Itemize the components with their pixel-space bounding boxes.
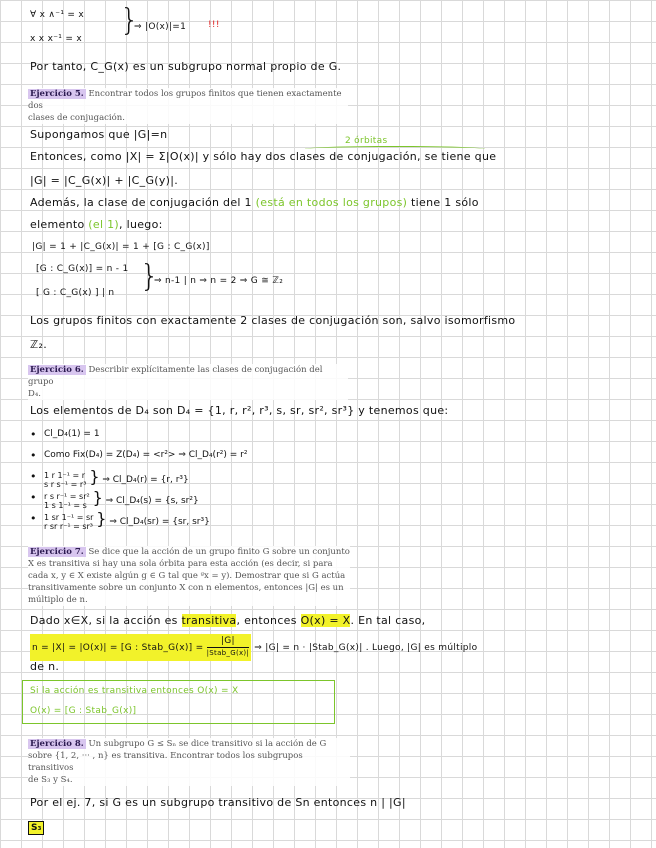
ex5-line6: |G| = 1 + |C_G(x)| = 1 + [G : C_G(x)] [32, 242, 210, 252]
ex6-b5-brace: } [96, 509, 107, 528]
ex7-line1e: . En tal caso, [350, 614, 426, 627]
ex6-bullet-3 [28, 466, 247, 487]
ex6-b3-res: ⇒ Cl_D₄(r) = {r, r³} [102, 475, 189, 485]
ex8-text-l1: Un subgrupo G ≤ Sₙ se dice transitivo si la acción de G [88, 739, 327, 749]
ex7-line2c: . Luego, |G| es múltiplo [365, 643, 478, 653]
ex5-label: Ejercicio 5. [30, 89, 84, 99]
ex7-statement [28, 546, 350, 606]
ex6-b5-bot: r sr r⁻¹ = sr³ [44, 521, 94, 531]
ex5-brace-l1: [G : C_G(x)] = n - 1 [36, 264, 129, 274]
ex5-line4 [30, 196, 479, 209]
ex7-line2a: n = |X| = |O(x)| = [G : Stab_G(x)] = [32, 643, 204, 653]
ex8-line1: Por el ej. 7, si G es un subgrupo transitivo de Sn entonces n | |G| [30, 796, 406, 809]
ex7-line3: de n. [30, 660, 60, 673]
ex6-b4-stack [44, 492, 90, 510]
ex6-b5-res: ⇒ Cl_D₄(sr) = {sr, sr³} [109, 517, 210, 527]
ex7-line1a: Dado x∈X, si la acción es [30, 614, 178, 627]
ex5-statement [28, 88, 348, 124]
ex6-bullet-5 [28, 508, 247, 529]
ex7-box-l1: Si la acción es transitiva entonces O(x) = X [30, 686, 239, 696]
ex6-b4-brace: } [92, 488, 103, 507]
ex6-b2: Como Fix(D₄) = Z(D₄) = <r²> ⇒ Cl_D₄(r²) = r² [44, 450, 248, 460]
top-brace: } [120, 3, 140, 38]
ex6-b4-bot: 1 s 1⁻¹ = s [44, 500, 87, 510]
top-mark: !!! [208, 20, 220, 30]
ex7-text-l3: cada x, y ∈ X existe algún g ∈ G tal que ᵍx = y). Demostrar que si G actúa [28, 571, 346, 581]
top-result: ⇒ |O(x)|=1 [134, 22, 187, 32]
ex5-line5b: (el 1) [88, 218, 119, 231]
ex7-line1d: O(x) = X [300, 614, 351, 627]
ex8-text-l3: de S₃ y S₄. [28, 775, 73, 785]
ex6-b3-top: 1 r 1⁻¹ = r [44, 470, 86, 480]
ex6-b1: Cl_D₄(1) = 1 [44, 429, 100, 439]
top-eq2: x x x⁻¹ = x [30, 34, 82, 44]
ex6-b5-top: 1 sr 1⁻¹ = sr [44, 512, 94, 522]
ex7-line2-highlight [30, 634, 251, 661]
ex5-annotation: 2 órbitas [345, 136, 388, 146]
ex5-line4b: (está en todos los grupos) [255, 196, 408, 209]
ex8-label: Ejercicio 8. [30, 739, 84, 749]
ex5-brace: } [140, 259, 160, 294]
top-conclusion: Por tanto, C_G(x) es un subgrupo normal propio de G. [30, 60, 342, 73]
ex7-fraction [207, 636, 249, 659]
ex5-line1: Supongamos que |G|=n [30, 128, 168, 141]
ex7-label: Ejercicio 7. [30, 547, 84, 557]
ex6-intro: Los elementos de D₄ son D₄ = {1, r, r², r³, s, sr, sr², sr³} y tenemos que: [30, 404, 449, 417]
ex6-b3-stack [44, 471, 86, 489]
ex5-line5a: elemento [30, 218, 85, 231]
ex6-b3-bot: s r s⁻¹ = r³ [44, 479, 87, 489]
ex7-line2b: ⇒ |G| = n · |Stab_G(x)| [254, 643, 363, 653]
ex7-text-l1: Se dice que la acción de un grupo finito G sobre un conjunto [88, 547, 350, 557]
ex6-b3-brace: } [89, 467, 100, 486]
ex7-line1 [30, 614, 425, 627]
ex6-bullet-2 [28, 445, 247, 466]
ex8-boxed-s3: S₃ [28, 821, 44, 835]
ex6-b4-res: ⇒ Cl_D₄(s) = {s, sr²} [105, 496, 199, 506]
ex7-text-l2: X es transitiva si hay una sola órbita para esta acción (es decir, si para [28, 559, 333, 569]
ex8-text-l2: sobre {1, 2, ··· , n} es transitiva. Encontrar todos los subgrupos transitivos [28, 751, 303, 773]
ex5-brace-l2: [ G : C_G(x) ] | n [36, 288, 115, 298]
ex6-text-l1: Describir explícitamente las clases de conjugación del grupo [28, 365, 323, 387]
ex7-line1c: , entonces [236, 614, 297, 627]
ex6-bullet-4 [28, 487, 247, 508]
ex5-conclusion-l2: ℤ₂. [30, 338, 47, 351]
ex6-bullets [28, 424, 247, 529]
ex6-label: Ejercicio 6. [30, 365, 84, 375]
ex5-line4c: tiene 1 sólo [411, 196, 479, 209]
ex6-b5-stack [44, 513, 93, 531]
ex7-text-l4: transitivamente sobre un conjunto X con n elementos, entonces |G| es un [28, 583, 344, 593]
ex5-text-l1: Encontrar todos los grupos finitos que tienen exactamente dos [28, 89, 342, 111]
ex7-line2 [30, 634, 477, 661]
ex6-text-l2: D₄. [28, 389, 41, 399]
ex7-frac-den: |Stab_G(x)| [206, 649, 250, 657]
ex5-line2: Entonces, como |X| = Σ|O(x)| y sólo hay dos clases de conjugación, se tiene que [30, 150, 497, 163]
ex7-text-l5: múltiplo de n. [28, 595, 88, 605]
ex6-statement [28, 364, 348, 400]
ex6-bullet-1 [28, 424, 247, 445]
top-eq1: ∀ x ∧⁻¹ = x [30, 10, 85, 20]
ex5-line5 [30, 218, 163, 231]
ex5-line3: |G| = |C_G(x)| + |C_G(y)|. [30, 174, 179, 187]
ex5-line5c: , luego: [119, 218, 163, 231]
ex5-brace-result: ⇒ n-1 | n ⇒ n = 2 ⇒ G ≅ ℤ₂ [154, 276, 284, 286]
ex5-text-l2: clases de conjugación. [28, 113, 125, 123]
ex6-b4-top: r s r⁻¹ = sr² [44, 491, 90, 501]
ex7-line1b: transitiva [181, 614, 237, 627]
ex7-frac-num: |G| [207, 636, 249, 648]
ex5-line4a: Además, la clase de conjugación del 1 [30, 196, 252, 209]
ex7-box-l2: O(x) = [G : Stab_G(x)] [30, 706, 137, 716]
ex8-statement [28, 738, 350, 786]
ex5-conclusion-l1: Los grupos finitos con exactamente 2 clases de conjugación son, salvo isomorfismo [30, 314, 516, 327]
